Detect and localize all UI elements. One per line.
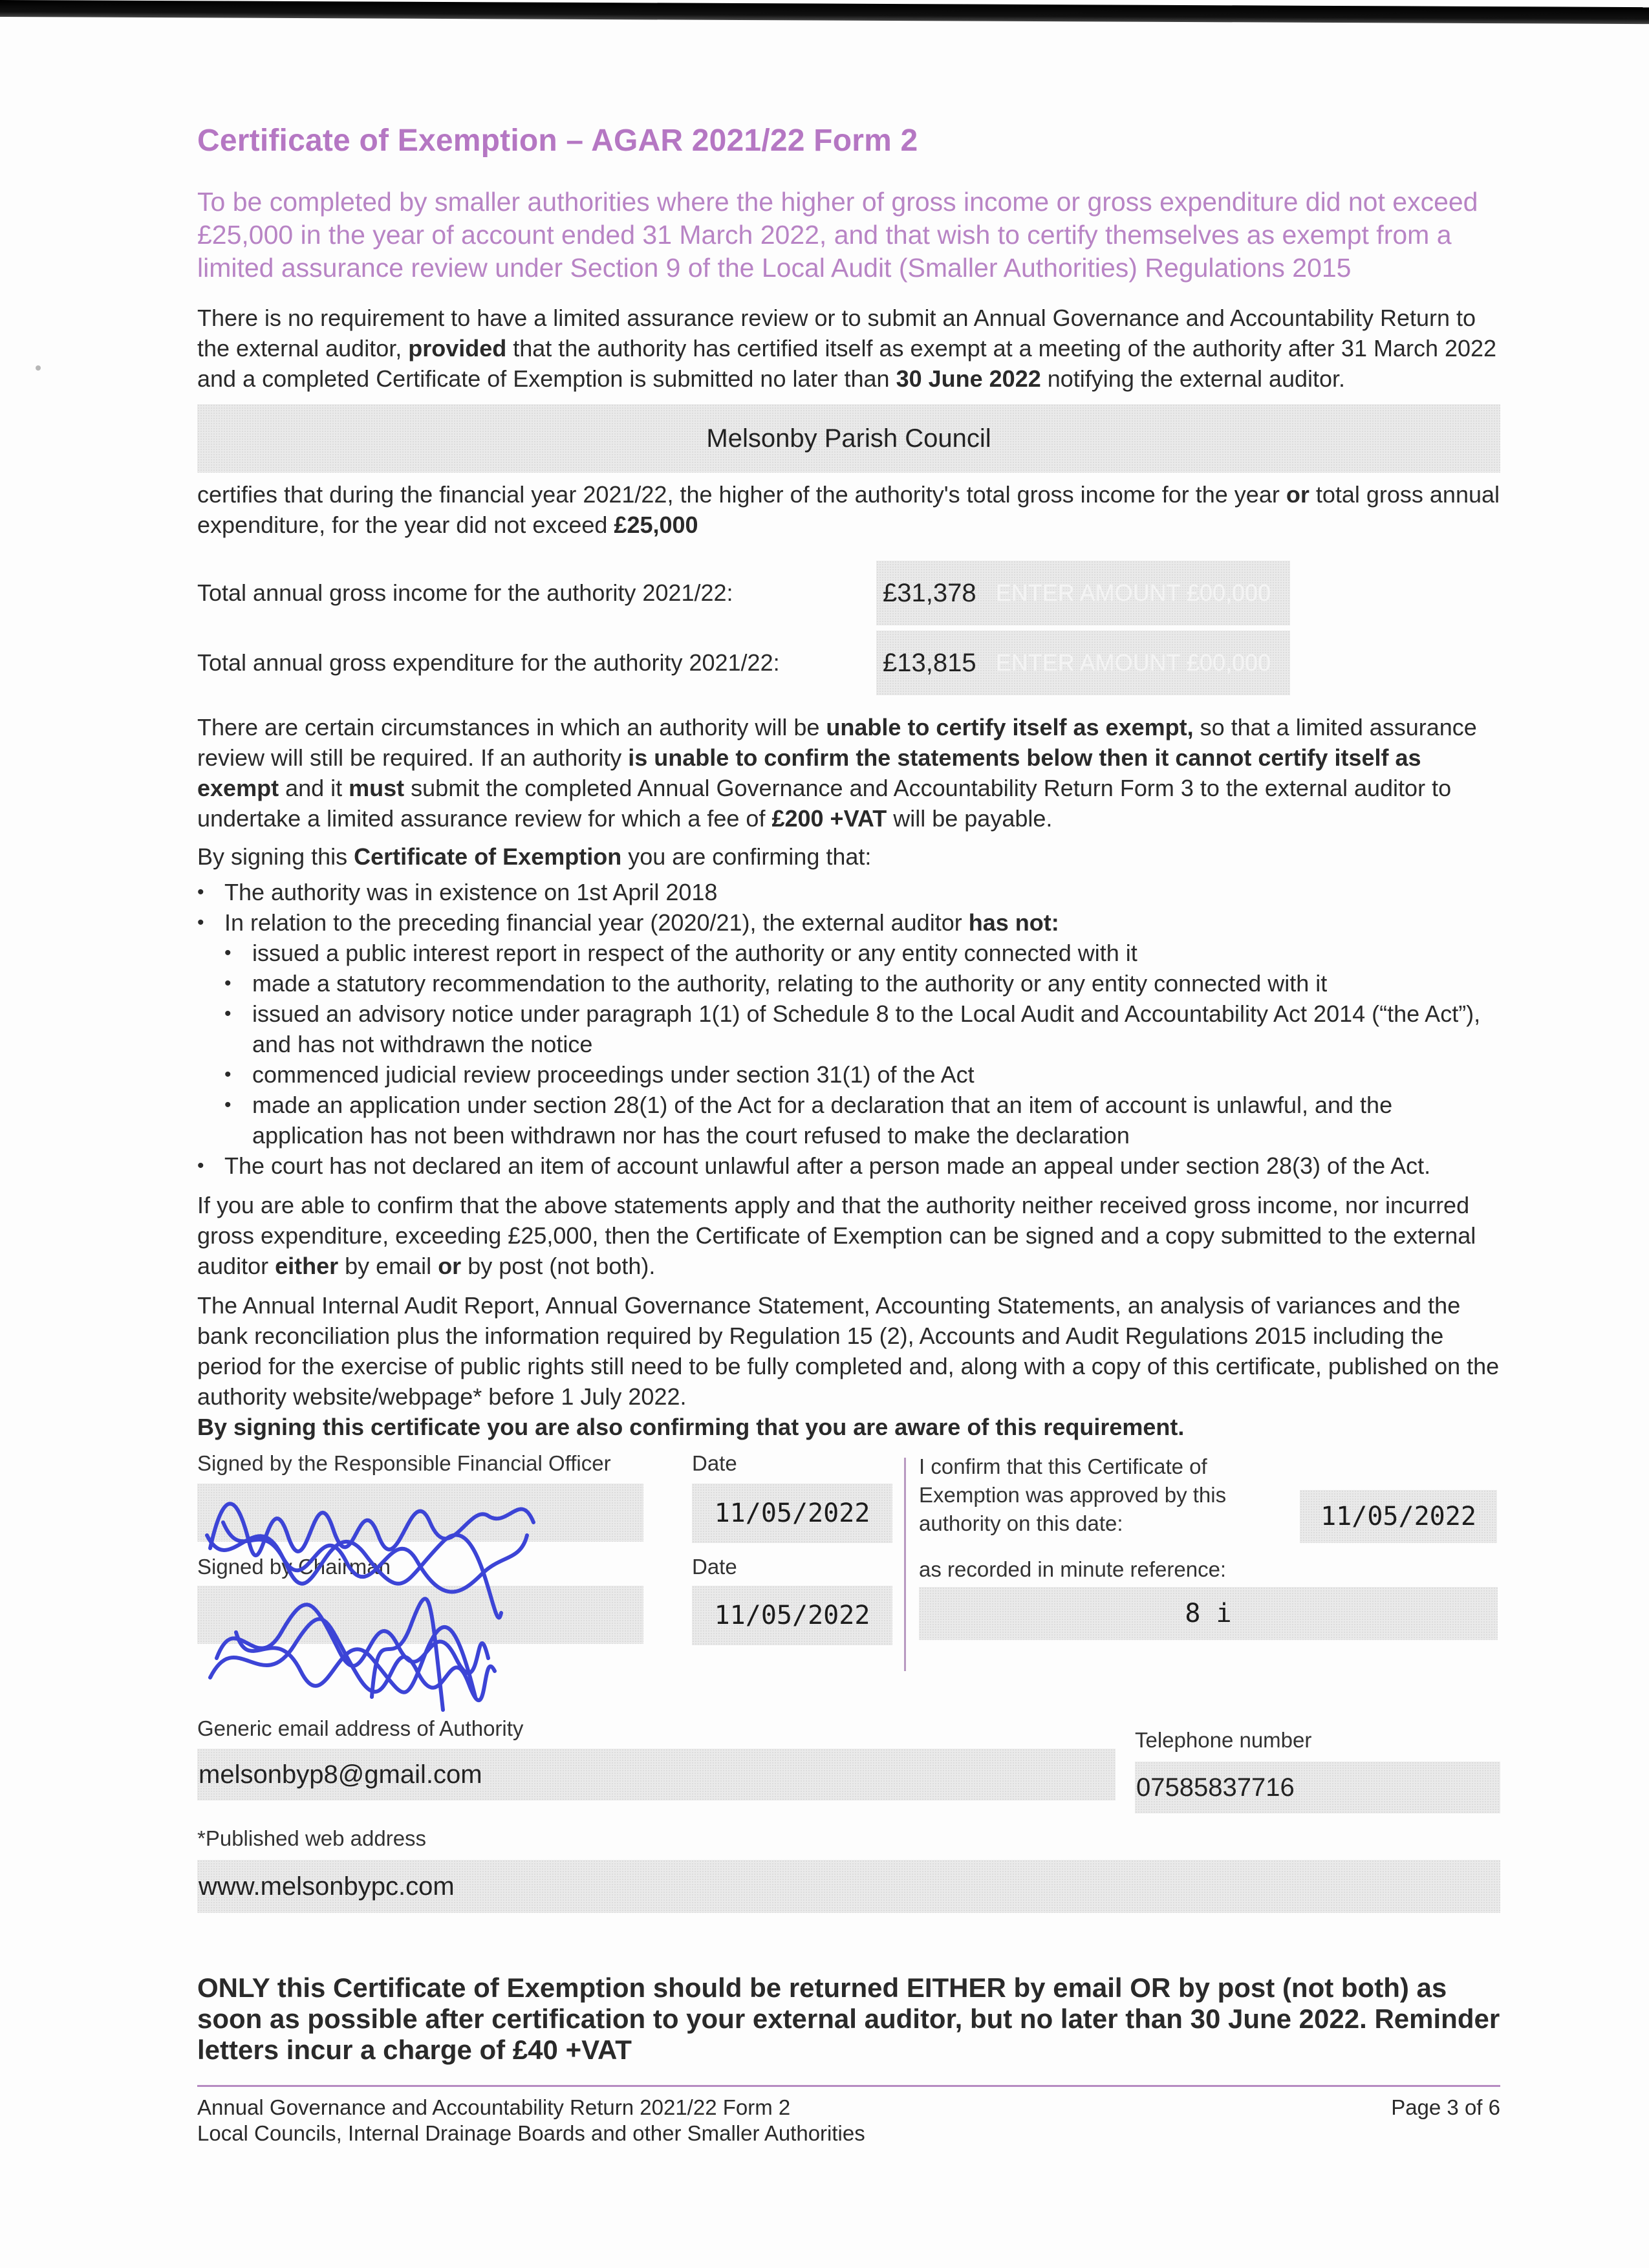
rfo-date-field[interactable]: 11/05/2022 [692, 1484, 892, 1543]
certificate-page [197, 123, 1500, 2146]
web-address-label: *Published web address [197, 1826, 427, 1850]
email-label: Generic email address of Authority [197, 1716, 524, 1740]
list-item: • issued a public interest report in respect of the authority or any entity connected with it [197, 938, 1500, 968]
certifies-bold: or [1286, 481, 1310, 508]
expenditure-placeholder: ENTER AMOUNT £00,000 [995, 649, 1271, 676]
page-footer [197, 2095, 1500, 2146]
contact-section [197, 1716, 1500, 1943]
if-able-paragraph [197, 1190, 1500, 1281]
circ-text: so that a limited assurance review will still be required. If an authority [197, 714, 1477, 771]
if-able-bold: or [438, 1253, 462, 1279]
by-signing-text: By signing this [197, 843, 354, 870]
list-item: • The court has not declared an item of account unlawful after a person made an appeal under section 28(3) of the Act. [197, 1150, 1500, 1181]
intro-text: notifying the external auditor. [1040, 365, 1346, 392]
list-item: • The authority was in existence on 1st April 2018 [197, 877, 1500, 907]
minute-reference-label: as recorded in minute reference: [919, 1557, 1227, 1581]
intro-text: that the authority has certified itself as exempt at a meeting of the authority after 31 March 2022 and a completed Certificate of Exemption is submitted no later than [197, 335, 1497, 392]
intro-paragraph [197, 303, 1500, 394]
footer-line-1: Annual Governance and Accountability Return 2021/22 Form 2 [197, 2095, 791, 2119]
signature-section [197, 1451, 1500, 1723]
by-signing-text: you are confirming that: [621, 843, 872, 870]
web-address-field[interactable]: www.melsonbypc.com [197, 1860, 1500, 1913]
phone-label: Telephone number [1135, 1728, 1312, 1752]
authority-name-field[interactable] [197, 404, 1500, 473]
if-able-text: If you are able to confirm that the above statements apply and that the authority neither received gross income, nor incurred gross expenditure, exceeding £25,000, then the Certificate of Exemption can be signed and a copy submitted to the external auditor [197, 1192, 1476, 1279]
annual-report-text: The Annual Internal Audit Report, Annual Governance Statement, Accounting Statements, an analysis of variances and the bank reconciliation plus the information required by Regulation 15 (2), Accounts and Audit Regulations 2015 including the period for the exercise of public rights still need to be fully completed and, along with a copy of this certificate, published on the authority website/webpage* before 1 July 2022. [197, 1292, 1500, 1410]
circ-text: and it [279, 775, 349, 801]
expenditure-label: Total annual gross expenditure for the authority 2021/22: [197, 649, 780, 676]
footer-title [197, 2095, 865, 2146]
list-item: • commenced judicial review proceedings under section 31(1) of the Act [197, 1059, 1500, 1090]
circ-text: will be payable. [887, 805, 1053, 832]
amounts-section [197, 558, 1500, 698]
income-field[interactable] [876, 561, 1290, 625]
if-able-bold: either [275, 1253, 339, 1279]
approval-date-field[interactable]: 11/05/2022 [1300, 1490, 1497, 1543]
list-item-bold: has not: [968, 909, 1059, 936]
income-value: £31,378 [883, 578, 976, 607]
list-item: • made a statutory recommendation to the authority, relating to the authority or any entity connected with it [197, 968, 1500, 999]
email-field[interactable]: melsonbyp8@gmail.com [197, 1749, 1116, 1800]
if-able-text: by post (not both). [461, 1253, 656, 1279]
authority-name-value: Melsonby Parish Council [706, 424, 991, 453]
by-signing-intro [197, 841, 1500, 872]
chairman-date-field[interactable]: 11/05/2022 [692, 1586, 892, 1645]
circ-fee: £200 +VAT [771, 805, 887, 832]
signature-redaction-scribble [197, 1464, 559, 1716]
intro-bold: provided [408, 335, 507, 362]
circ-text: There are certain circumstances in which an authority will be [197, 714, 826, 740]
confirmation-list [197, 877, 1500, 938]
rfo-signature-label: Signed by the Responsible Financial Officer [197, 1451, 611, 1475]
list-item [197, 907, 1500, 938]
income-placeholder: ENTER AMOUNT £00,000 [995, 579, 1271, 606]
minute-reference-field[interactable]: 8 i [919, 1587, 1498, 1640]
circ-bold: is unable to confirm the statements below then it cannot certify itself as exempt [197, 744, 1421, 801]
income-row [197, 558, 1500, 628]
intro-text: There is no requirement to have a limited assurance review or to submit an Annual Governance and Accountability Return to the external auditor, [197, 305, 1476, 362]
chairman-signature-label: Signed by Chairman [197, 1555, 391, 1579]
income-label: Total annual gross income for the authority 2021/22: [197, 579, 733, 606]
expenditure-row [197, 628, 1500, 698]
expenditure-field[interactable] [876, 631, 1290, 695]
footer-divider [197, 2085, 1500, 2087]
certifies-paragraph [197, 479, 1500, 540]
aware-statement: By signing this certificate you are also confirming that you are aware of this requirement. [197, 1414, 1185, 1440]
expenditure-value: £13,815 [883, 648, 976, 677]
return-notice: ONLY this Certificate of Exemption should be returned EITHER by email OR by post (not both) as soon as possible after certification to your external auditor, but no later than 30 June 2022. Reminder letters incur a charge of £40 +VAT [197, 1972, 1500, 2065]
circumstances-paragraph [197, 712, 1500, 834]
list-item: • issued an advisory notice under paragraph 1(1) of Schedule 8 to the Local Audit and Accountability Act 2014 (“the Act”), and has not withdrawn the notice [197, 999, 1500, 1059]
annual-report-paragraph [197, 1290, 1500, 1442]
rfo-date-label: Date [692, 1451, 737, 1475]
list-item: • made an application under section 28(1) of the Act for a declaration that an item of account is unlawful, and the application has not been withdrawn nor has the court refused to make the declaration [197, 1090, 1500, 1150]
certifies-text: certifies that during the financial year 2021/22, the higher of the authority's total gross income for the year [197, 481, 1286, 508]
court-list [197, 1150, 1500, 1181]
list-item-text: In relation to the preceding financial year (2020/21), the external auditor [224, 909, 969, 936]
certifies-text: total gross annual expenditure, for the year did not exceed [197, 481, 1500, 538]
footer-line-2: Local Councils, Internal Drainage Boards and other Smaller Authorities [197, 2121, 865, 2145]
subtitle: To be completed by smaller authorities where the higher of gross income or gross expenditure did not exceed £25,000 in the year of account ended 31 March 2022, and that wish to certify themselves as exempt from a limited assurance review under Section 9 of the Local Audit (Smaller Authorities) Regulations 2015 [197, 187, 1478, 283]
circ-bold: unable to certify itself as exempt, [826, 714, 1194, 740]
approval-confirm-label: I confirm that this Certificate of Exemption was approved by this authority on this date: [919, 1454, 1227, 1535]
column-divider [904, 1458, 906, 1671]
phone-field[interactable]: 07585837716 [1135, 1762, 1500, 1813]
chairman-date-label: Date [692, 1555, 737, 1579]
auditor-has-not-list [197, 938, 1500, 1150]
page-title: Certificate of Exemption – AGAR 2021/22 Form 2 [197, 124, 918, 158]
page-number: Page 3 of 6 [1391, 2095, 1500, 2119]
scan-speck [36, 365, 41, 371]
scan-border [0, 0, 1649, 24]
circ-bold: must [349, 775, 405, 801]
if-able-text: by email [338, 1253, 438, 1279]
circ-text: submit the completed Annual Governance and Accountability Return Form 3 to the external auditor to undertake a limited assurance review for which a fee of [197, 775, 1452, 832]
intro-deadline: 30 June 2022 [896, 365, 1041, 392]
by-signing-bold: Certificate of Exemption [354, 843, 622, 870]
certifies-threshold: £25,000 [614, 512, 698, 538]
